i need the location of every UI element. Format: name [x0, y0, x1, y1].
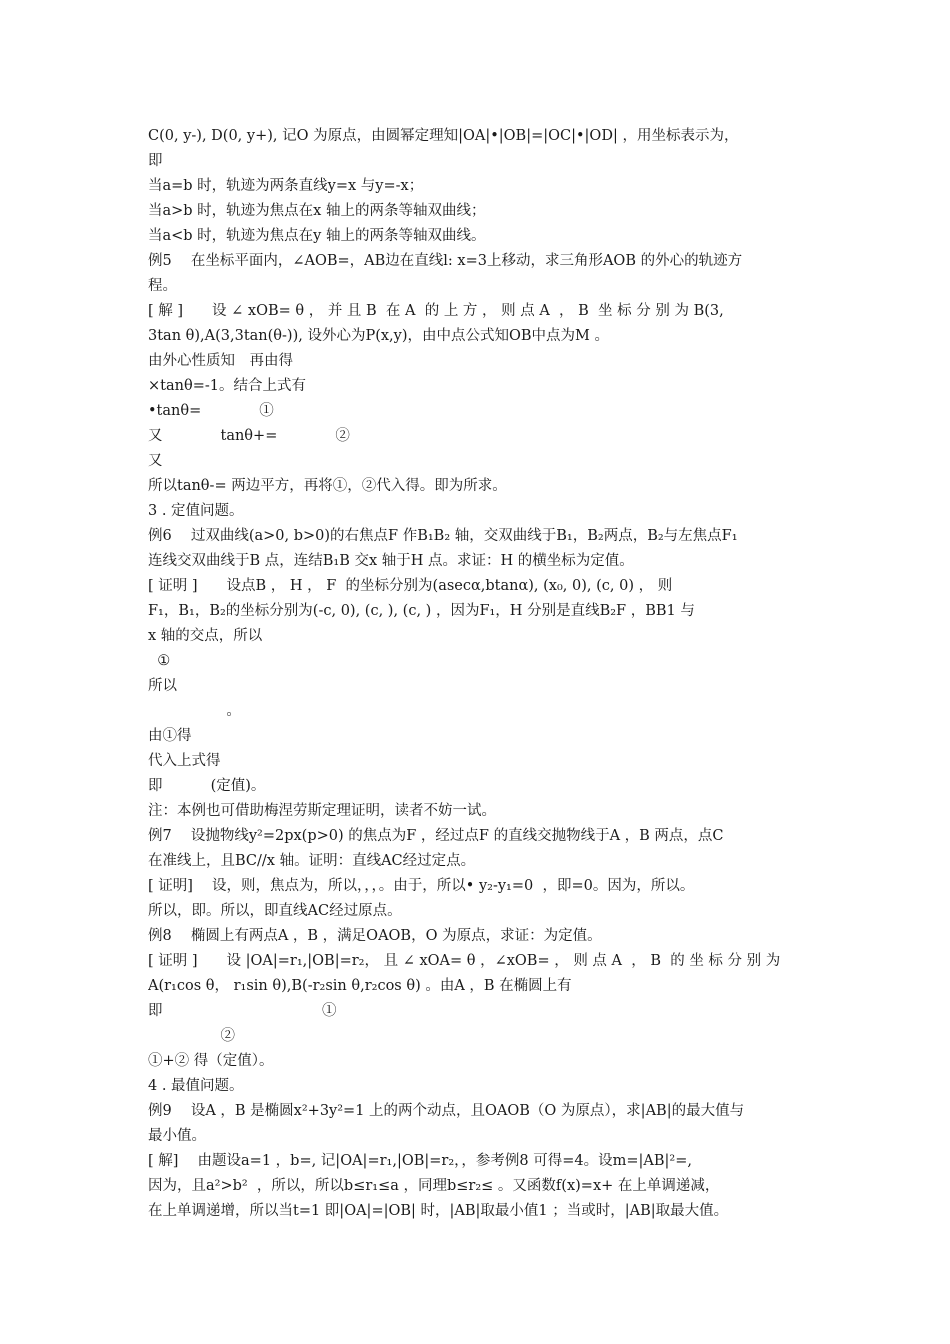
- text-line: C(0, y-), D(0, y+), 记O 为原点，由圆幂定理知|OA|•|OB|=|OC|•|OD| ，用坐标表示为，: [148, 128, 739, 144]
- section-heading: 4 . 最值问题。: [148, 1078, 244, 1094]
- text-line: 最小值。: [148, 1128, 206, 1144]
- proof-line: [ 证明 ] 设点B ， H ， F 的坐标分别为(asecα,btanα), (x₀, 0), (c, 0) ， 则: [148, 578, 673, 594]
- text-line: 即 (定值)。: [148, 778, 266, 794]
- note-line: 注：本例也可借助梅涅劳斯定理证明，读者不妨一试。: [148, 803, 496, 819]
- text-line: 3tan θ),A(3,3tan(θ-)), 设外心为P(x,y)，由中点公式知OB中点为M 。: [148, 328, 610, 344]
- text-line: •tanθ= ①: [148, 403, 274, 419]
- text-line: 即 ①: [148, 1003, 337, 1019]
- document-body: [148, 124, 813, 1224]
- text-line: 连线交双曲线于B 点，连结B₁B 交x 轴于H 点。求证：H 的横坐标为定值。: [148, 553, 634, 569]
- example-8-heading: 例8 椭圆上有两点A ，B ，满足OAOB，O 为原点，求证：为定值。: [148, 928, 602, 944]
- text-line: 在准线上，且BC//x 轴。证明：直线AC经过定点。: [148, 853, 476, 869]
- text-line: 当a>b 时，轨迹为焦点在x 轴上的两条等轴双曲线；: [148, 203, 486, 219]
- text-line: 。: [148, 703, 241, 719]
- text-line: 当a=b 时，轨迹为两条直线y=x 与y=-x；: [148, 178, 424, 194]
- section-heading: 3 . 定值问题。: [148, 503, 244, 519]
- solution-line: [ 解 ] 设 ∠ xOB= θ ， 并 且 B 在 A 的 上 方 ， 则 点 A ， B 坐 标 分 别 为 B(3,: [148, 303, 724, 319]
- text-line: 又 tanθ+= ②: [148, 428, 350, 444]
- text-line: 因为，且a²>b² ，所以，所以b≤r₁≤a ，同理b≤r₂≤ 。又函数f(x)=x+ 在上单调递减，: [148, 1178, 720, 1194]
- example-7-heading: 例7 设抛物线y²=2px(p>0) 的焦点为F ，经过点F 的直线交抛物线于A ，B 两点，点C: [148, 828, 724, 844]
- text-line: ①: [148, 653, 171, 669]
- text-line: 所以: [148, 678, 177, 694]
- text-line: 即: [148, 153, 163, 169]
- text-line: 所以tanθ-= 两边平方，再将①，②代入得。即为所求。: [148, 478, 507, 494]
- text-line: 当a<b 时，轨迹为焦点在y 轴上的两条等轴双曲线。: [148, 228, 486, 244]
- text-line: 在上单调递增，所以当t=1 即|OA|=|OB| 时，|AB|取最小值1 ；当或时，|AB|取最大值。: [148, 1203, 729, 1219]
- text-line: A(r₁cos θ， r₁sin θ),B(-r₂sin θ,r₂cos θ) 。由A ，B 在椭圆上有: [148, 978, 572, 994]
- text-line: ②: [148, 1028, 235, 1044]
- example-6-heading: 例6 过双曲线(a>0, b>0)的右焦点F 作B₁B₂ 轴，交双曲线于B₁，B₂两点，B₂与左焦点F₁: [148, 528, 738, 544]
- example-5-heading: 例5 在坐标平面内，∠AOB=，AB边在直线l: x=3上移动，求三角形AOB 的外心的轨迹方: [148, 253, 743, 269]
- solution-line: [ 解] 由题设a=1 ，b=, 记|OA|=r₁,|OB|=r₂，，参考例8 可得=4。设m=|AB|²=,: [148, 1153, 692, 1169]
- text-line: 代入上式得: [148, 753, 221, 769]
- text-line: x 轴的交点，所以: [148, 628, 263, 644]
- text-line: F₁，B₁，B₂的坐标分别为(-c, 0), (c, ), (c, ) ，因为F₁，H 分别是直线B₂F ，BB1 与: [148, 603, 695, 619]
- text-line: 由外心性质知 再由得: [148, 353, 293, 369]
- text-line: 又: [148, 453, 163, 469]
- text-line: ①+② 得（定值）。: [148, 1053, 274, 1069]
- text-line: ×tanθ=-1。结合上式有: [148, 378, 306, 394]
- text-line: 程。: [148, 278, 177, 294]
- example-9-heading: 例9 设A ，B 是椭圆x²+3y²=1 上的两个动点，且OAOB（O 为原点），求|AB|的最大值与: [148, 1103, 745, 1119]
- text-line: 由①得: [148, 728, 192, 744]
- proof-line: [ 证明 ] 设 |OA|=r₁,|OB|=r₂， 且 ∠ xOA= θ ，∠xOB= ， 则 点 A ， B 的 坐 标 分 别 为: [148, 953, 781, 969]
- text-line: 所以，即。所以，即直线AC经过原点。: [148, 903, 402, 919]
- proof-line: [ 证明] 设，则，焦点为，所以，，，。由于，所以• y₂-y₁=0 ，即=0。因为，所以。: [148, 878, 695, 894]
